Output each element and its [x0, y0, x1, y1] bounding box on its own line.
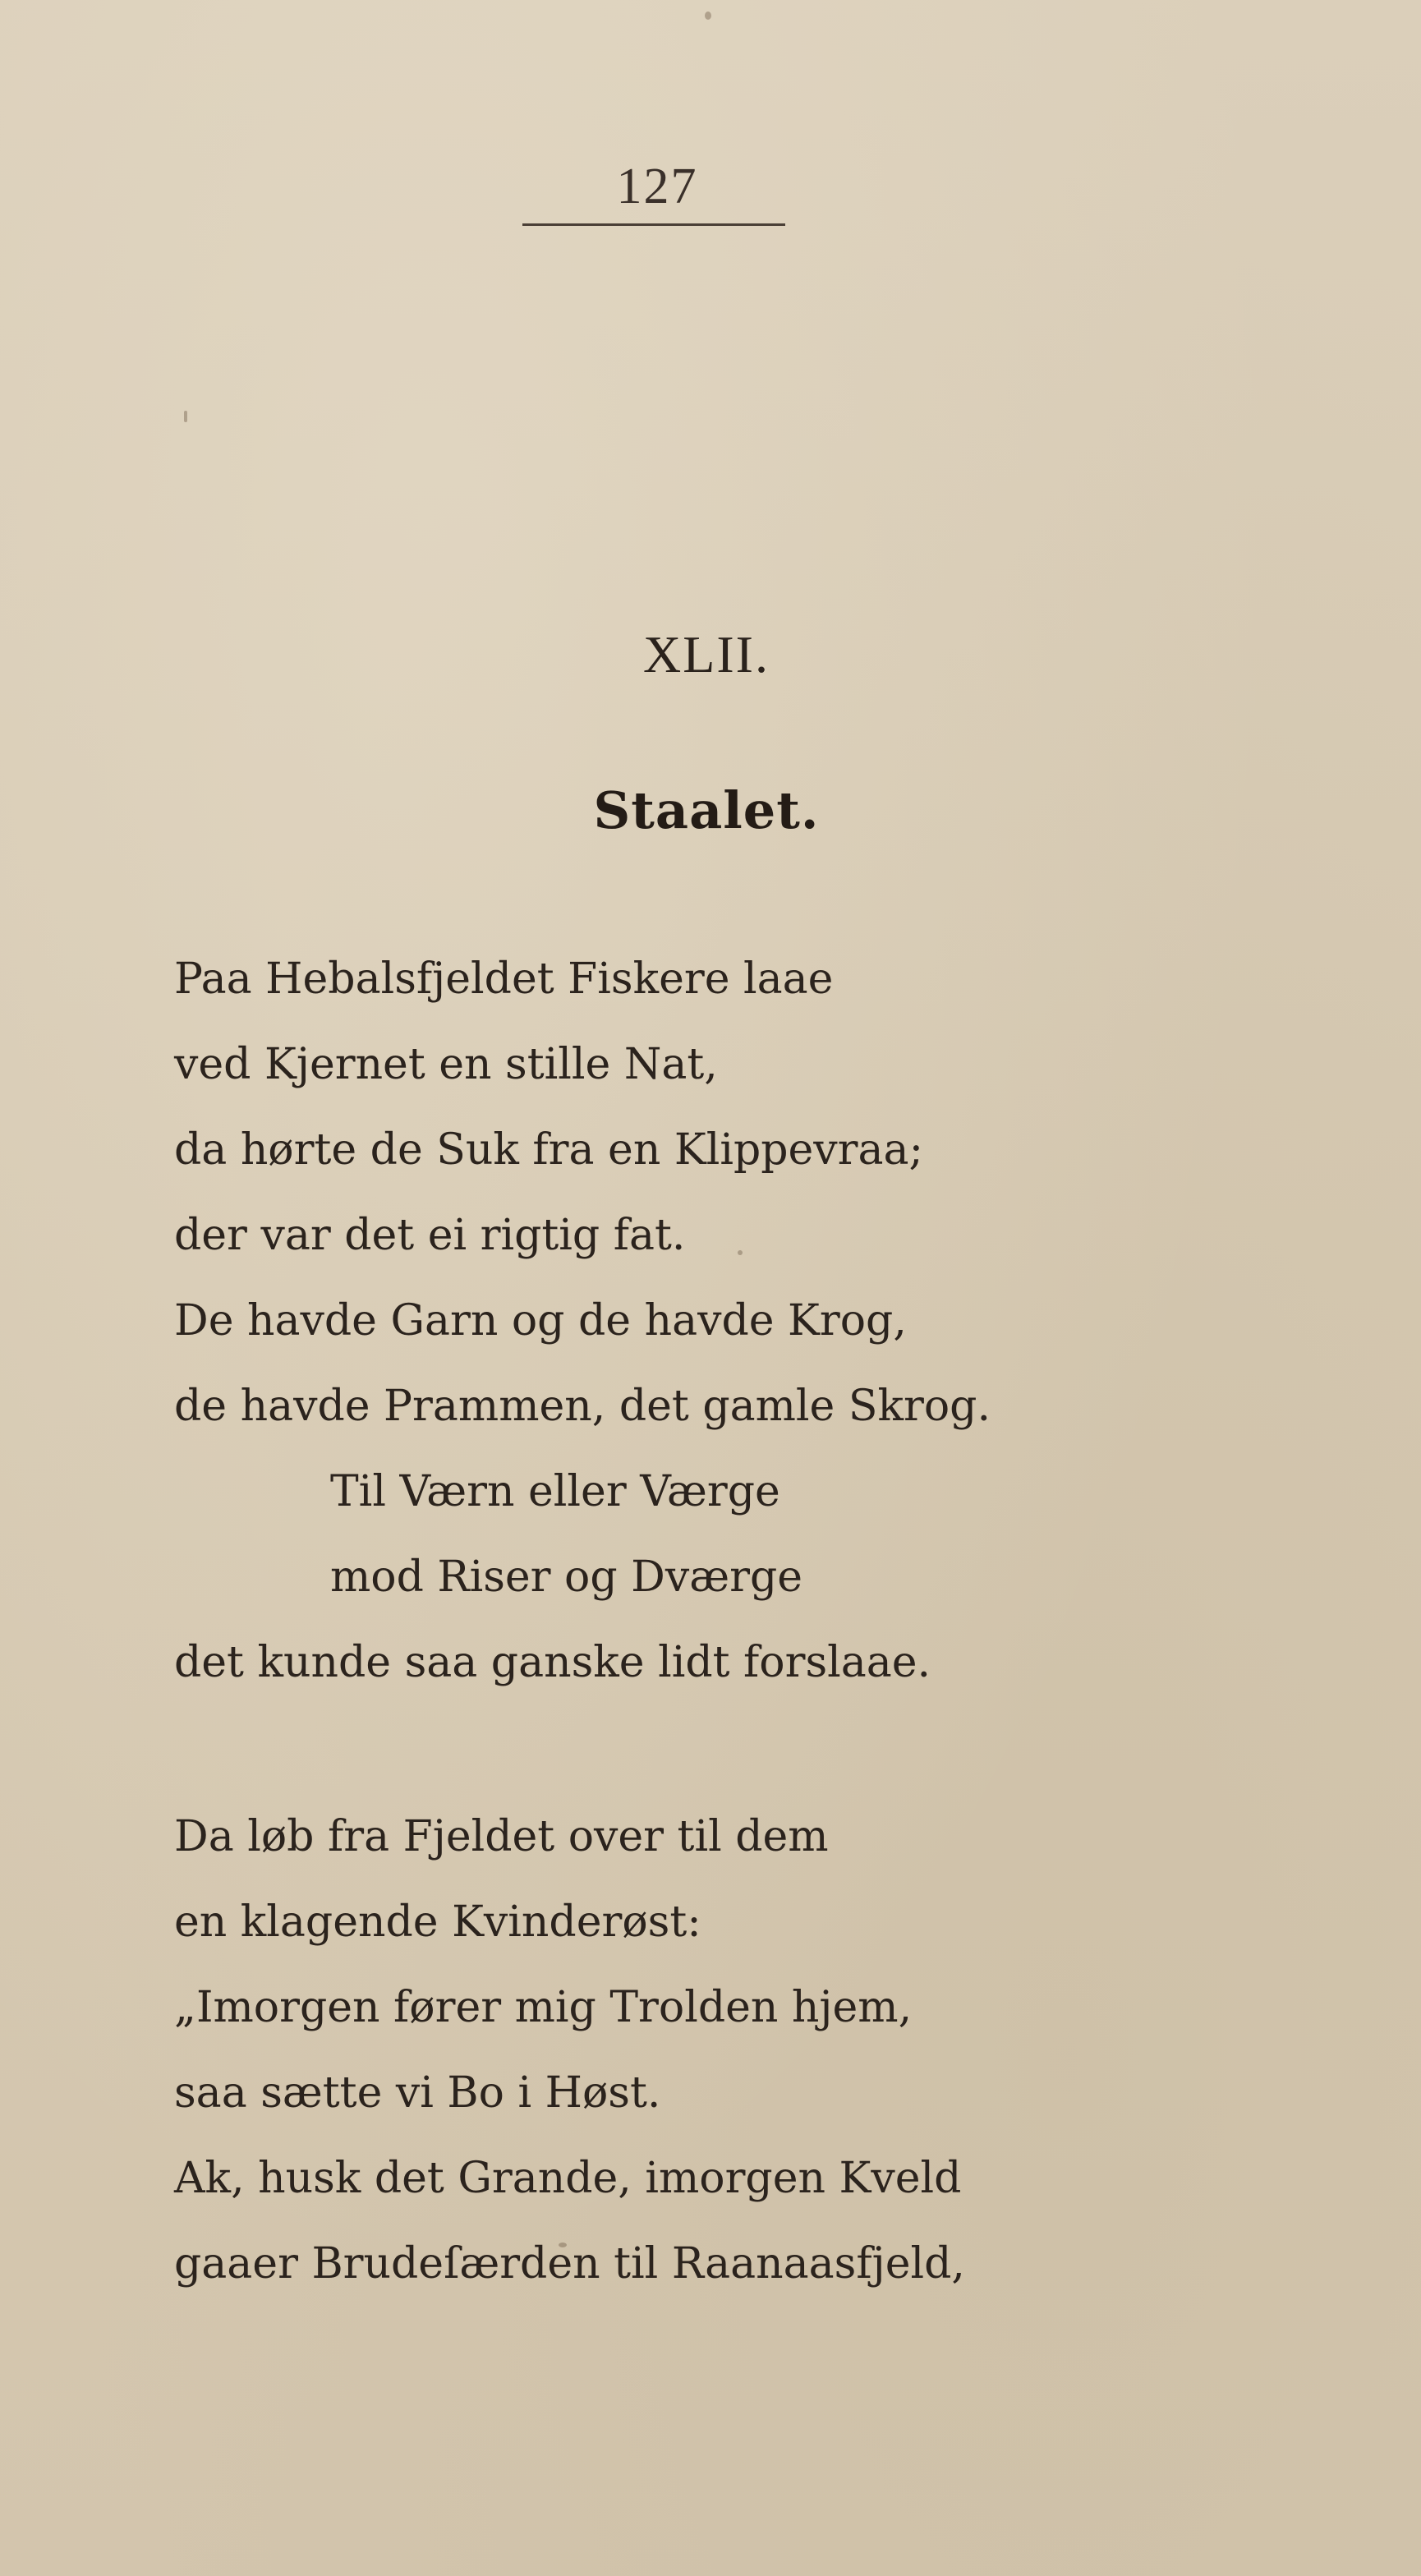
- poem-title: Staalet.: [593, 780, 820, 840]
- poem-line: Paa Hebalsfjeldet Fiskere laae: [174, 954, 834, 1004]
- poem-line: saa sætte vi Bo i Høst.: [174, 2068, 661, 2118]
- poem-line: de havde Prammen, det gamle Skrog.: [174, 1382, 991, 1431]
- poem-line: gaaer Brudeſærden til Raanaasfjeld,: [174, 2239, 965, 2288]
- poem-line: da hørte de Suk fra en Klippevraa;: [174, 1125, 924, 1175]
- paper-speck: [705, 12, 711, 20]
- paper-speck: [738, 1250, 743, 1255]
- poem-line-indented: mod Riser og Dværge: [330, 1552, 803, 1602]
- poem-line: det kunde saa ganske lidt forslaae.: [174, 1638, 931, 1687]
- paper-speck: [559, 2242, 567, 2247]
- poem-body: [174, 936, 1308, 2307]
- poem-line: Ak, husk det Grande, imorgen Kveld: [174, 2154, 962, 2203]
- stanza-1: [174, 936, 1308, 1705]
- poem-line-indented: Til Værn eller Værge: [330, 1467, 780, 1516]
- page-number: 127: [616, 159, 698, 214]
- poem-line: Da løb fra Fjeldet over til dem: [174, 1812, 829, 1861]
- poem-line: De havde Garn og de havde Krog,: [174, 1296, 907, 1346]
- stanza-2: [174, 1794, 1308, 2307]
- page-number-rule: [522, 223, 785, 226]
- poem-line: ved Kjernet en stille Nat,: [174, 1040, 718, 1089]
- poem-line: „Imorgen fører mig Trolden hjem,: [174, 1983, 913, 2032]
- poem-line: der var det ei rigtig fat.: [174, 1211, 686, 1260]
- poem-line: en klagende Kvinderøst:: [174, 1898, 701, 1947]
- chapter-number: XLII.: [643, 625, 770, 683]
- paper-speck: [184, 411, 187, 422]
